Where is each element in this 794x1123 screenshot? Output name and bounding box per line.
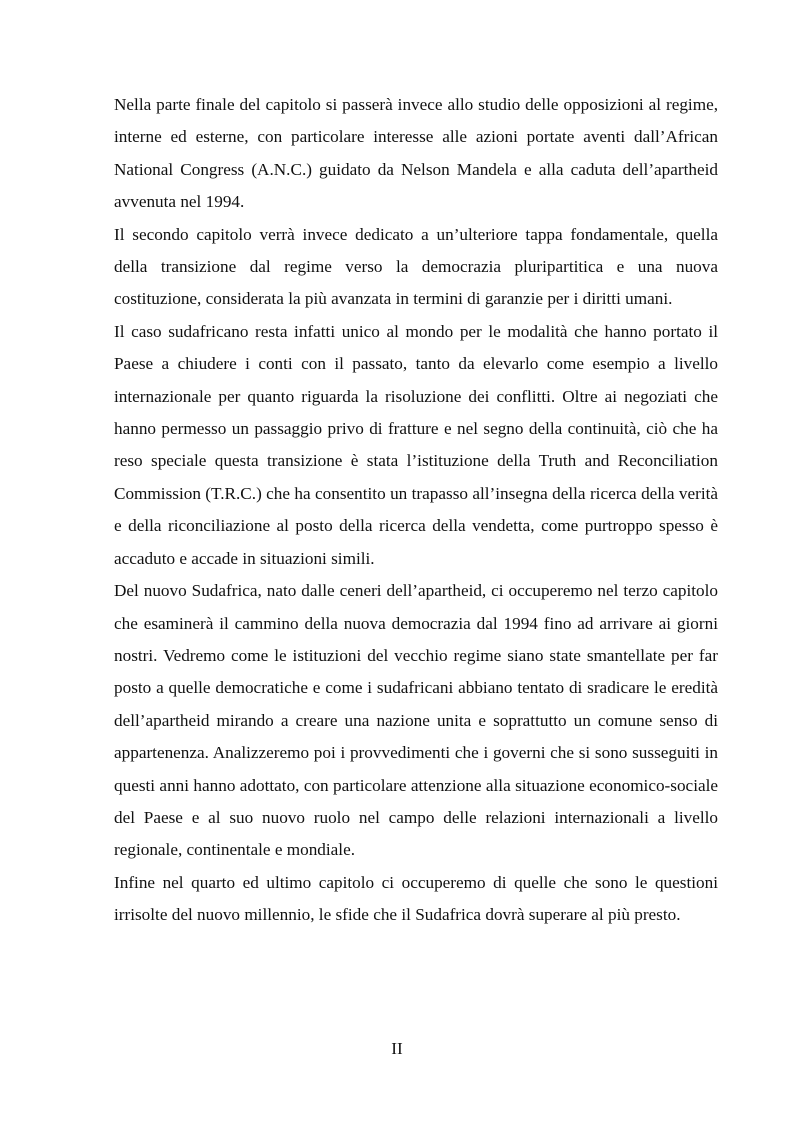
paragraph-fourth-chapter: Infine nel quarto ed ultimo capitolo ci occuperemo di quelle che sono le questioni irrisolte del nuovo millennio, le sfide che il Sudafrica dovrà superare al più presto. xyxy=(114,872,718,925)
paragraph-final-part-chapter-one: Nella parte finale del capitolo si passerà invece allo studio delle opposizioni al regime, interne ed esterne, con particolare interesse alle azioni portate aventi dall’African National Congress (A.N.C.) guidato da Nelson Mandela e alla caduta dell’apartheid avvenuta nel 1994. xyxy=(114,95,718,212)
body-text xyxy=(114,89,718,932)
paragraph-south-african-case: Il caso sudafricano resta infatti unico al mondo per le modalità che hanno portato il Paese a chiudere i conti con il passato, tanto da elevarlo come esempio a livello internazionale per quanto riguarda la risoluzione dei conflitti. Oltre ai negoziati che hanno permesso un passaggio privo di fratture e nel segno della continuità, ciò che ha reso speciale questa transizione è stata l’istituzione della Truth and Reconciliation Commission (T.R.C.) che ha consentito un trapasso all’insegna della ricerca della verità e della riconciliazione al posto della ricerca della vendetta, come purtroppo spesso è accaduto e accade in situazioni simili. xyxy=(114,321,718,568)
paragraph-third-chapter: Del nuovo Sudafrica, nato dalle ceneri dell’apartheid, ci occuperemo nel terzo capitolo che esaminerà il cammino della nuova democrazia dal 1994 fino ad arrivare ai giorni nostri. Vedremo come le istituzioni del vecchio regime siano state smantellate per far posto a quelle democratiche e come i sudafricani abbiano tentato di sradicare le eredità dell’apartheid mirando a creare una nazione unita e soprattutto un comune senso di appartenenza. Analizzeremo poi i provvedimenti che i governi che si sono susseguiti in questi anni hanno adottato, con particolare attenzione alla situazione economico-sociale del Paese e al suo nuovo ruolo nel campo delle relazioni internazionali a livello regionale, continentale e mondiale. xyxy=(114,581,718,860)
paragraph-second-chapter: Il secondo capitolo verrà invece dedicato a un’ulteriore tappa fondamentale, quella della transizione dal regime verso la democrazia pluripartitica e una nuova costituzione, considerata la più avanzata in termini di garanzie per i diritti umani. xyxy=(114,224,718,309)
page-number: II xyxy=(391,1039,403,1058)
